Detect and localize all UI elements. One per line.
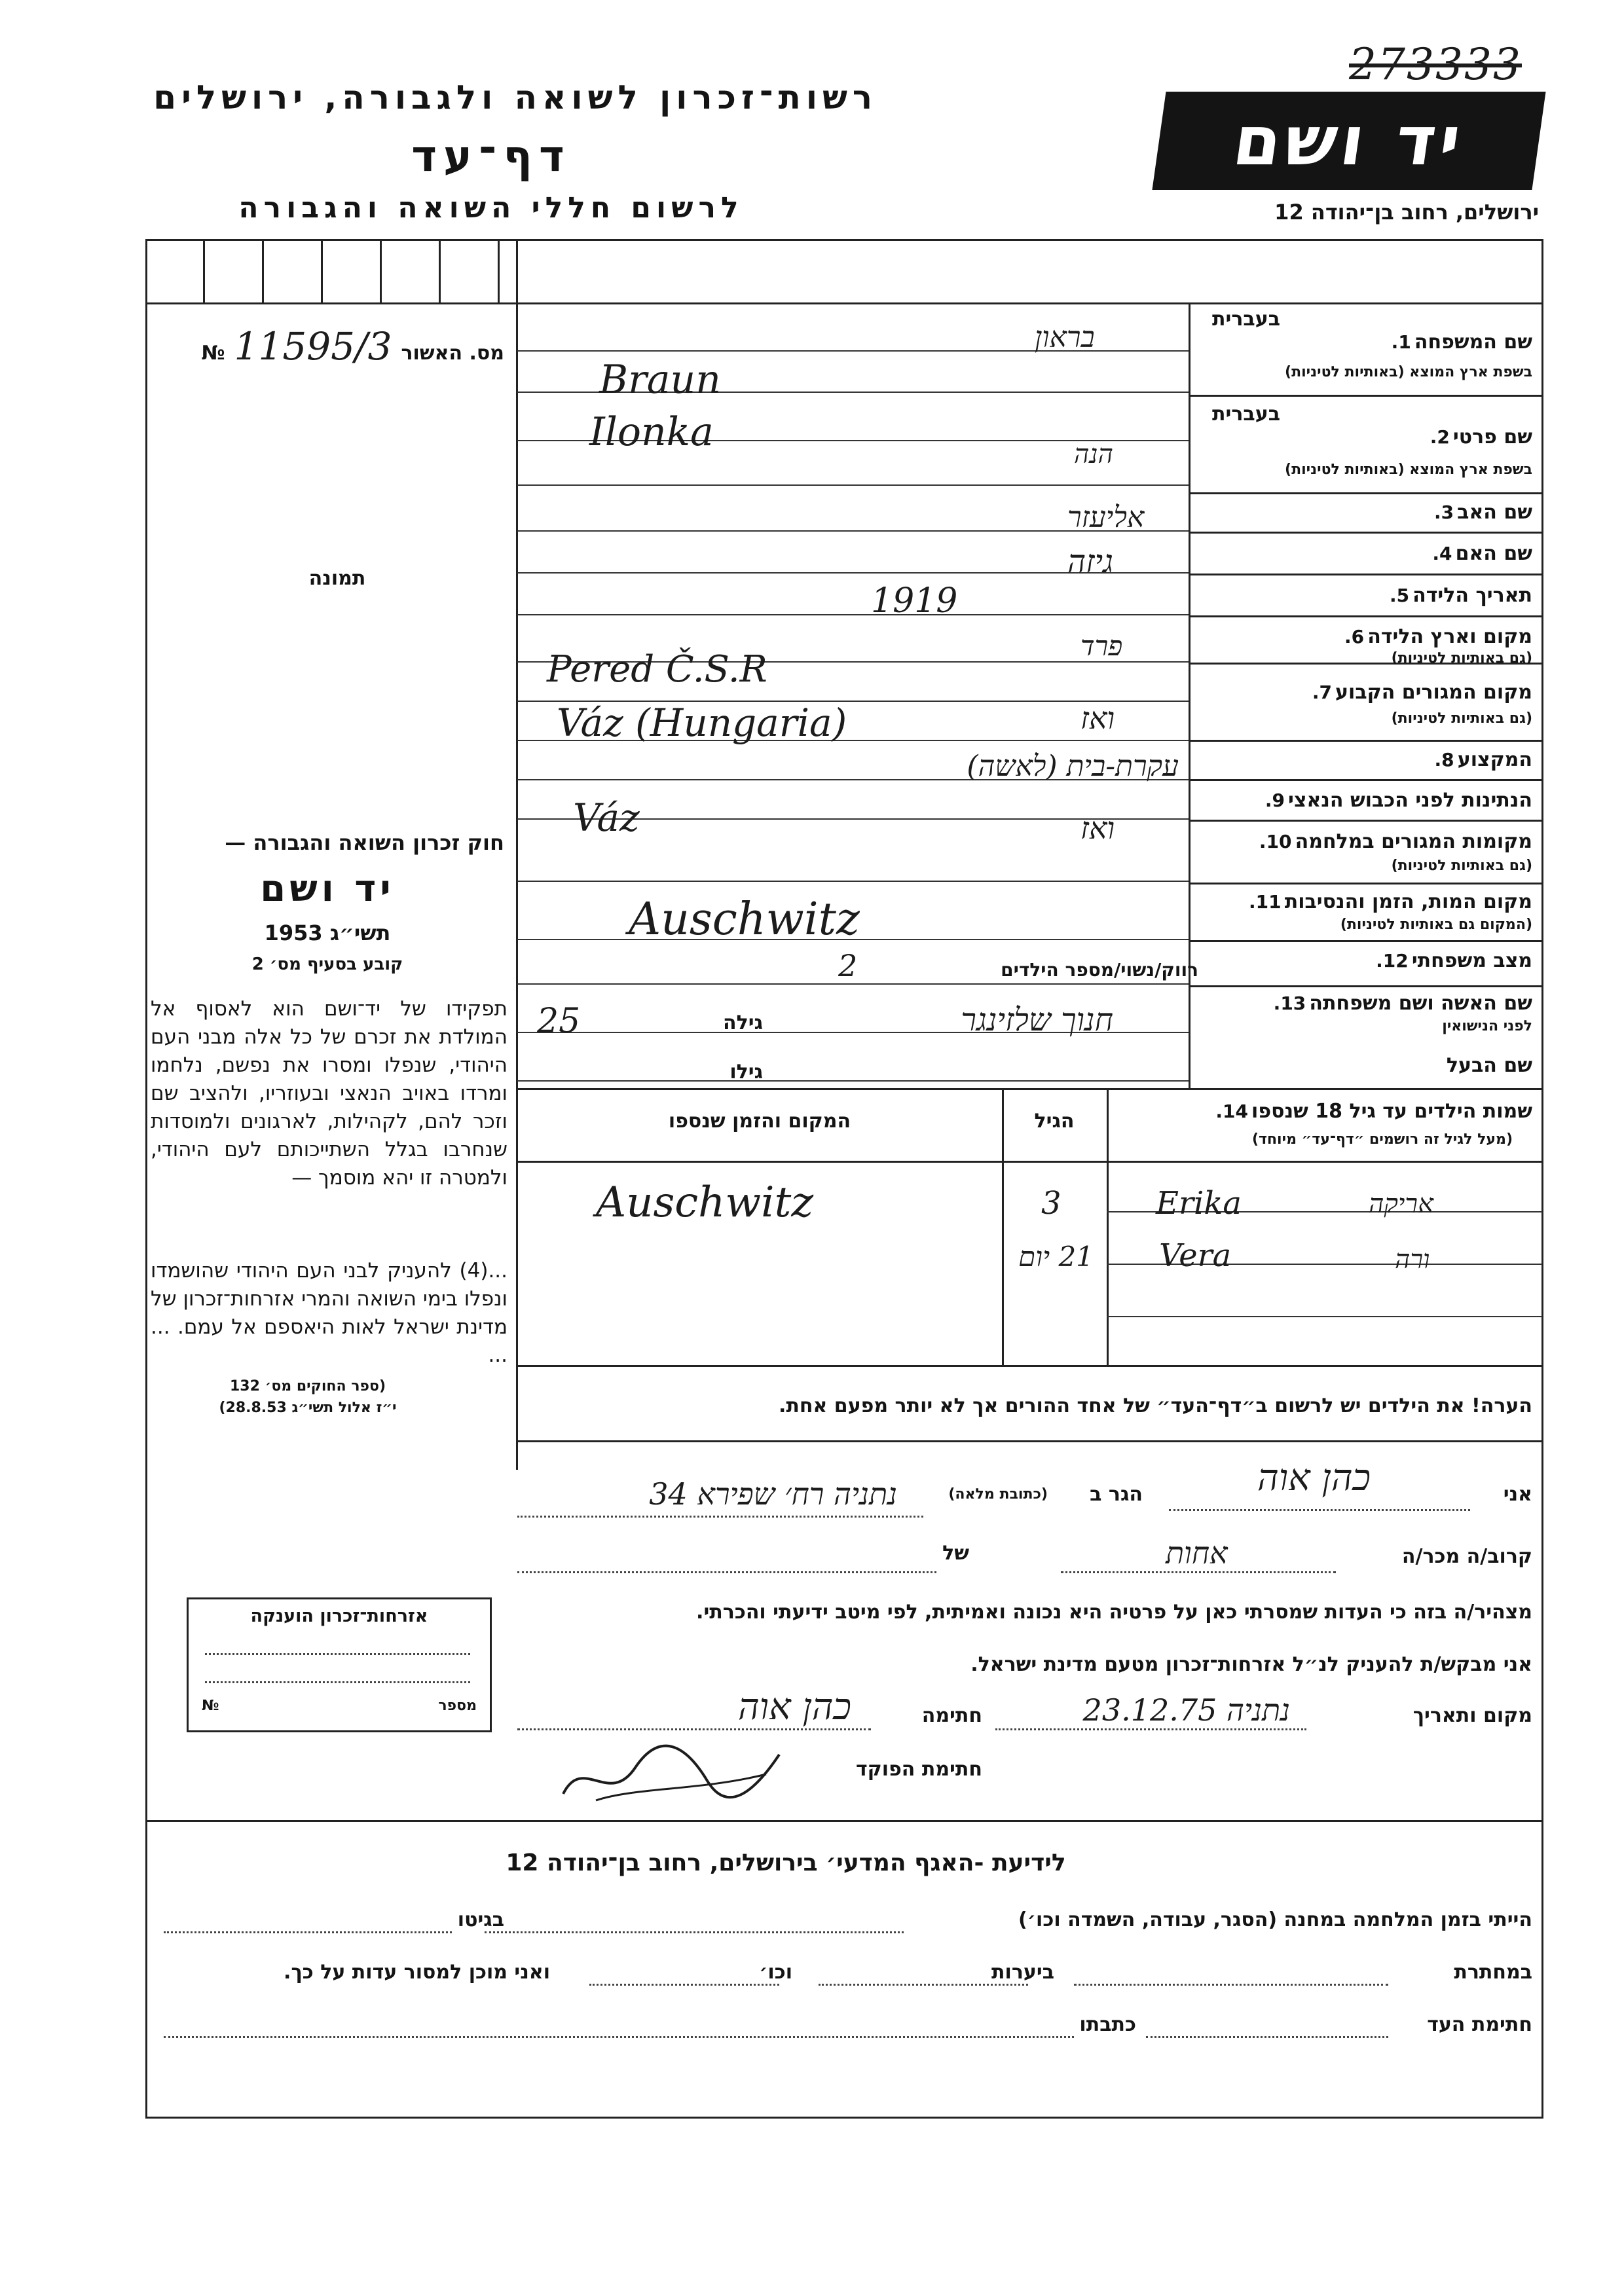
top-strip-div-4 <box>380 239 382 304</box>
field-3-value: אליעזר <box>1067 501 1145 534</box>
info-line3-b: כתבתו <box>1079 2013 1136 2036</box>
field-9-label: הנתינות לפני הכבוש הנאצי 9. <box>1264 789 1532 812</box>
field-4-value: גיזה <box>1067 543 1113 580</box>
field-3-label: שם האב 3. <box>1433 501 1532 524</box>
child-1-place: Auschwitz <box>596 1178 814 1227</box>
field-6-label: מקום וארץ הלידה 6. <box>1344 625 1532 648</box>
frame-right <box>1541 239 1543 2118</box>
info-line2-dots-3 <box>589 1984 779 1986</box>
children-col-div-2 <box>1107 1088 1109 1366</box>
cert-no-symbol: № <box>201 342 225 365</box>
law-ref-1: (ספר החוקים מס׳ 132 <box>229 1378 386 1394</box>
child-2-name-lat: Vera <box>1159 1237 1232 1274</box>
declarant-of-label: של <box>942 1542 969 1565</box>
children-header-sub: (מעל לגיל זה רושמים ״דף־עד״ מיוחד) <box>1251 1131 1513 1148</box>
field-13-age-label-2: גילו <box>729 1061 763 1084</box>
info-line3-a: חתימת העד <box>1427 2013 1532 2036</box>
field-1-heb-label: בעברית <box>1212 308 1280 331</box>
law-name: יד ושם <box>260 867 395 910</box>
info-line2-c: וכו׳ <box>759 1961 792 1984</box>
row-sep-7 <box>1189 740 1542 742</box>
field-2-sub: בשפת ארץ המוצא (באותיות לטיניות) <box>1285 462 1532 478</box>
declarant-resides-label: הגר ב <box>1090 1483 1143 1506</box>
field-11-sub: (המקום גם באותיות לטיניות) <box>1340 917 1532 933</box>
child-2-age: 21 יום <box>1018 1241 1094 1273</box>
info-line1-b: בגיטו <box>457 1908 504 1931</box>
entry-line-13 <box>517 983 1189 985</box>
declarant-relation-dots <box>1061 1571 1336 1573</box>
citizenship-dots-2 <box>205 1681 470 1683</box>
child-1-name-lat: Erika <box>1156 1185 1242 1222</box>
row-sep-3 <box>1189 532 1542 534</box>
logo-text: יד ושם <box>1228 101 1470 181</box>
declarant-relation-value: אחות <box>1166 1535 1228 1571</box>
field-10-sub: (גם באותיות לטיניות) <box>1391 858 1532 874</box>
field-12-label: מצב משפחתי 12. <box>1376 949 1532 972</box>
entry-line-5 <box>517 614 1189 615</box>
info-line1-dots-2 <box>164 1931 452 1933</box>
row-sep-9 <box>1189 820 1542 822</box>
row-sep-1 <box>1189 395 1542 397</box>
children-table-top <box>516 1088 1543 1090</box>
field-12-prefix: רווק/נשוי/מספר הילדים <box>1001 959 1198 981</box>
citizenship-number-label: מספר <box>438 1698 477 1714</box>
top-strip-div-3 <box>321 239 323 304</box>
form-title: דף־עד <box>411 131 571 181</box>
child-1-age: 3 <box>1041 1185 1061 1222</box>
declarant-of-dots <box>517 1571 936 1573</box>
children-header: שמות הילדים עד גיל 18 שנספו 14. <box>1215 1100 1532 1123</box>
field-2-label: שם פרטי 2. <box>1430 426 1532 448</box>
field-6-value-lat: Pered Č.S.R <box>547 648 767 691</box>
child-2-name-heb: ורה <box>1395 1245 1430 1275</box>
form-subtitle: לרשום חללי השואה והגבורה <box>238 191 744 225</box>
field-1-value-heb: בראון <box>1035 321 1095 354</box>
field-2-value-lat: Ilonka <box>589 409 714 455</box>
yad-vashem-logo <box>1152 92 1545 190</box>
field-13-age-label: גילה <box>723 1011 763 1034</box>
archive-number: 273333 <box>1349 39 1522 90</box>
declarant-i-dots <box>1169 1509 1470 1511</box>
field-10-label: מקומות המגורים במלחמה 10. <box>1259 830 1532 853</box>
info-line2-a: במחתרת <box>1454 1961 1532 1984</box>
field-13-value: חנוך שלזינגר <box>961 1002 1113 1038</box>
children-table-bottom <box>516 1365 1543 1367</box>
field-5-value: 1919 <box>871 581 958 621</box>
citizenship-number-row <box>202 1698 477 1714</box>
frame-top <box>145 239 1543 241</box>
law-ref-2: י״ז אלול תשי״ג 28.8.53) <box>219 1400 397 1416</box>
declarant-address-dots <box>517 1516 923 1518</box>
authority-line: רשות־זכרון לשואה ולגבורה, ירושלים <box>153 79 877 117</box>
info-line1-a: הייתי בזמן המלחמה במחנה (הסגר, עבודה, השמדה וכו׳) <box>1018 1908 1532 1931</box>
field-1-sub: בשפת ארץ המוצא (באותיות לטיניות) <box>1285 364 1532 380</box>
children-col-place: המקום והזמן שנספו <box>668 1110 851 1133</box>
info-line2-b: ביערות <box>991 1961 1054 1984</box>
row-sep-11 <box>1189 940 1542 942</box>
officer-signature-scribble <box>557 1728 792 1813</box>
field-13-spouse-label: שם הבעל <box>1446 1054 1532 1077</box>
field-5-label: תאריך הלידה 5. <box>1389 584 1532 607</box>
declarant-relation-label: קרוב/ה מכר/ה <box>1401 1545 1532 1568</box>
entry-line-11 <box>517 881 1189 882</box>
children-row-line-3 <box>1107 1316 1542 1317</box>
info-line2-dots-2 <box>819 1984 1028 1986</box>
declarant-signature-value: כהן אוה <box>737 1686 851 1728</box>
row-sep-2 <box>1189 492 1542 494</box>
field-7-sub: (גם באותיות לטיניות) <box>1391 710 1532 727</box>
declarant-place-date-label: מקום ותאריך <box>1412 1704 1532 1727</box>
photo-label: תמונה <box>308 567 366 590</box>
certificate-number-row <box>164 324 504 369</box>
citizenship-box <box>187 1597 492 1732</box>
field-6-value-heb: פרד <box>1080 630 1123 662</box>
info-line3-dots-1 <box>1146 2036 1388 2038</box>
entry-line-2b <box>517 484 1189 486</box>
declarant-place-date-dots <box>995 1728 1306 1730</box>
law-title: חוק זכרון השואה והגבורה — <box>225 830 504 855</box>
field-2-value-heb: הנה <box>1074 439 1113 469</box>
info-line2-dots-1 <box>1074 1984 1388 1986</box>
row-sep-5 <box>1189 615 1542 617</box>
top-strip-div-1 <box>203 239 205 304</box>
children-col-div-1 <box>1002 1088 1004 1366</box>
declarant-i-label: אני <box>1503 1483 1532 1506</box>
field-13-sub: לפני הנישואין <box>1442 1018 1532 1034</box>
field-11-value-lat: Auschwitz <box>629 894 860 945</box>
field-8-value: עקרת-בית (לאשה) <box>967 750 1179 783</box>
field-8-label: המקצוע 8. <box>1434 748 1532 771</box>
field-4-label: שם האם 4. <box>1432 542 1532 565</box>
top-strip-div-2 <box>262 239 264 304</box>
field-6-sub: (גם באותיות לטיניות) <box>1391 650 1532 666</box>
left-column-divider <box>516 239 518 1470</box>
field-12-value: 2 <box>838 948 858 983</box>
children-col-age: הגיל <box>1034 1110 1075 1133</box>
cert-label: מס. האשור <box>401 342 504 365</box>
law-text: תפקידו של יד־ושם הוא לאסוף אל המולדת את זכרם של כל אלה מבני העם היהודי, שנפלו ומסרו את נפשם, נלחמו ומרדו באויב הנאצי ובעוזריו, ולהציב שם וזכר להם, לקהילות, לארגונים ולמוסדות שנחרבו בגלל השתייכותם לעם היהודי, ולמטרה זו יהא מוסמך — <box>151 997 507 1190</box>
top-strip-div-6 <box>498 239 500 304</box>
field-7-value-heb: ואז <box>1080 701 1115 736</box>
top-strip-div-5 <box>439 239 441 304</box>
declarant-signature-label: חתימה <box>921 1704 982 1727</box>
frame-left <box>145 239 147 2118</box>
field-9-value: ואז <box>1080 811 1115 846</box>
field-13-label: שם האשה ושם משפחתה 13. <box>1273 992 1532 1015</box>
top-strip-bottom <box>145 302 1543 304</box>
child-1-name-heb: אריקה <box>1369 1189 1433 1219</box>
field-1-value-lat: Braun <box>599 357 721 403</box>
address: ירושלים, רחוב בן־יהודה 12 <box>1274 200 1539 225</box>
cert-number: 11595/3 <box>234 324 392 369</box>
declarant-address-value: נתניה רח׳ שפירא 34 <box>649 1476 897 1512</box>
field-1-label: שם המשפחה 1. <box>1391 331 1532 354</box>
row-sep-4 <box>1189 574 1542 575</box>
declarant-address-hint: (כתובת מלאה) <box>948 1486 1048 1503</box>
field-13-age-value: 25 <box>537 1002 581 1041</box>
note-left-bar <box>516 1365 518 1442</box>
field-2-heb-label: בעברית <box>1212 403 1280 426</box>
declaration-text-1: מצהיר/ה בזה כי העדות שמסרתי כאן על פרטיה היא נכונה ואמיתית, לפי מיטב ידיעתי והכרתי. <box>696 1601 1532 1624</box>
citizenship-dots-1 <box>205 1653 470 1655</box>
law-clause: קובע בסעיף מס׳ 2 <box>251 955 403 974</box>
field-7-label: מקום המגורים הקבוע 7. <box>1312 681 1532 704</box>
note-text: הערה! את הילדים יש לרשום ב״דף־העד״ של אחד ההורים אך לא יותר מפעם אחת. <box>779 1394 1532 1417</box>
info-section-title: לידיעת -האגף המדעי׳ בירושלים, רחוב בן־יהודה 12 <box>506 1850 1066 1876</box>
info-line2-d: ואני מוכן למסור עדות על כך. <box>284 1961 550 1984</box>
info-line3-dots-2 <box>164 2036 1074 2038</box>
info-section-top <box>145 1820 1543 1822</box>
field-11-label: מקום המות, הזמן והנסיבות 11. <box>1249 890 1532 913</box>
officer-signature-label: חתימת הפוקד <box>856 1758 982 1781</box>
entry-line-15 <box>517 1080 1189 1082</box>
row-sep-8 <box>1189 779 1542 781</box>
citizenship-no-symbol: № <box>202 1698 219 1714</box>
declaration-text-2: אני מבקש/ת להעניק לנ״ל אזרחות־זכרון מטעם מדינת ישראל. <box>970 1653 1532 1676</box>
citizenship-box-title: אזרחות־זכרון הוענקה <box>250 1606 428 1626</box>
field-10-value-lat: Váz <box>573 795 640 840</box>
children-table-header-bottom <box>516 1161 1543 1163</box>
frame-bottom <box>145 2117 1543 2119</box>
declarant-place-date-value: נתניה 23.12.75 <box>1082 1692 1290 1728</box>
declarant-i-value: כהן אוה <box>1257 1457 1371 1499</box>
law-text-2: ...(4) להעניק לבני העם היהודי שהושמדו ונפלו בימי השואה והמרי אזרחות־זכרון של מדינת ישראל לאות היאספם אל עמם. ... ... <box>151 1259 507 1367</box>
field-7-value-lat: Váz (Hungaria) <box>557 701 847 745</box>
row-sep-10 <box>1189 883 1542 884</box>
info-line1-dots-1 <box>485 1931 904 1933</box>
row-sep-12 <box>1189 985 1542 987</box>
law-year: תשי״ג 1953 <box>264 920 391 945</box>
note-line <box>516 1440 1543 1442</box>
